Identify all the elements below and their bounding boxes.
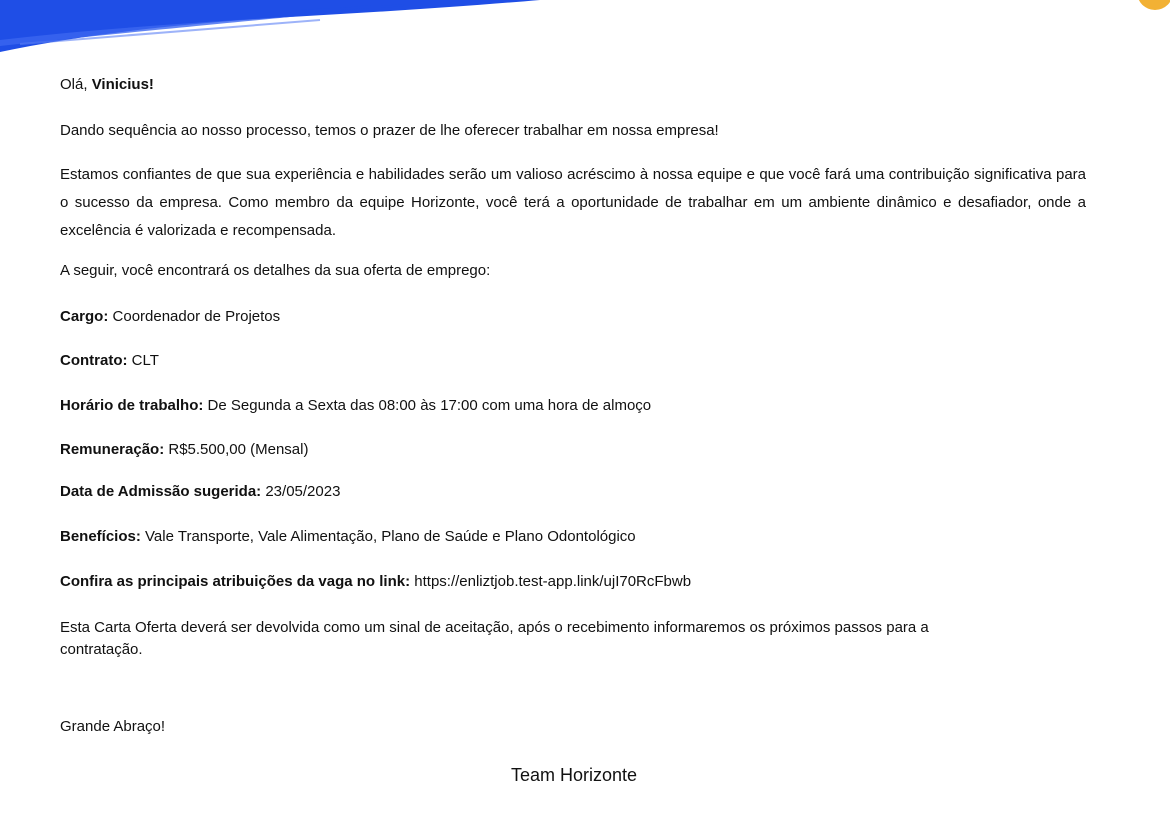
detail-label: Confira as principais atribuições da vaga no link: xyxy=(60,573,411,590)
detail-contrato xyxy=(60,352,159,370)
accent-dot-icon xyxy=(1137,0,1170,10)
detail-value: CLT xyxy=(131,352,159,369)
detail-beneficios xyxy=(60,528,636,546)
detail-label: Cargo: xyxy=(60,308,109,325)
detail-cargo xyxy=(60,308,280,326)
detail-label: Benefícios: xyxy=(60,528,141,545)
detail-label: Contrato: xyxy=(60,352,128,369)
candidate-name: Vinicius! xyxy=(91,76,154,93)
intro-text: Dando sequência ao nosso processo, temos o prazer de lhe oferecer trabalhar em nossa empresa! xyxy=(60,122,719,139)
detail-value: 23/05/2023 xyxy=(265,483,341,500)
detail-remuneracao xyxy=(60,441,308,459)
detail-label: Data de Admissão sugerida: xyxy=(60,483,262,500)
greeting xyxy=(60,76,154,94)
details-intro: A seguir, você encontrará os detalhes da sua oferta de emprego: xyxy=(60,262,491,279)
greeting-prefix: Olá, xyxy=(60,76,88,93)
job-link[interactable]: https://enliztjob.test-app.link/ujI70RcFbwb xyxy=(414,573,692,590)
detail-value: De Segunda a Sexta das 08:00 às 17:00 com uma hora de almoço xyxy=(207,397,652,414)
detail-value: R$5.500,00 (Mensal) xyxy=(168,441,309,458)
detail-link xyxy=(60,573,691,591)
signature: Team Horizonte xyxy=(510,765,638,785)
detail-label: Horário de trabalho: xyxy=(60,397,204,414)
detail-label: Remuneração: xyxy=(60,441,165,458)
header-brush-stroke xyxy=(0,0,1170,70)
detail-value: Coordenador de Projetos xyxy=(112,308,281,325)
closing: Grande Abraço! xyxy=(60,718,166,735)
detail-admissao xyxy=(60,483,340,501)
detail-horario xyxy=(60,397,651,415)
return-notice: Esta Carta Oferta deverá ser devolvida como um sinal de aceitação, após o recebimento informaremos os próximos passos para a contratação. xyxy=(60,619,929,658)
detail-value: Vale Transporte, Vale Alimentação, Plano de Saúde e Plano Odontológico xyxy=(145,528,636,545)
confidence-paragraph: Estamos confiantes de que sua experiência e habilidades serão um valioso acréscimo à nossa equipe e que você fará uma contribuição significativa para o sucesso da empresa. Como membro da equipe Horizonte, você terá a oportunidade de trabalhar em um ambiente dinâmico e desafiador, onde a excelência é valorizada e recompensada. xyxy=(60,166,1086,239)
